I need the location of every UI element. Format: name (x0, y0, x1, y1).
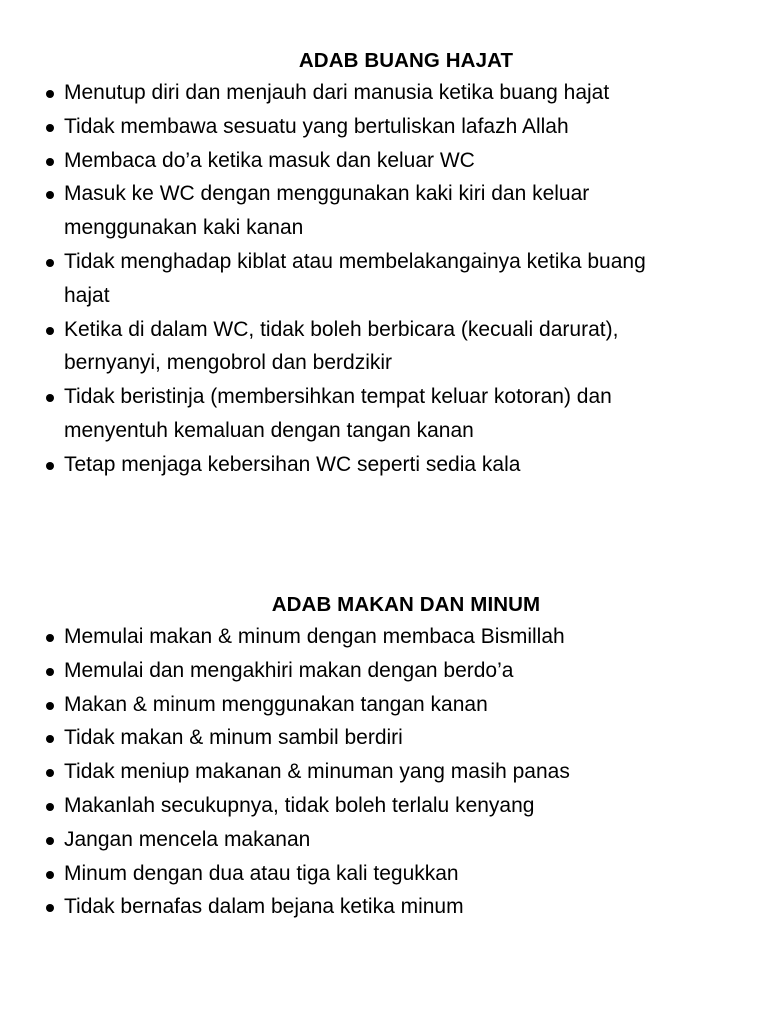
list-item (44, 380, 728, 448)
list-item-text: Tidak makan & minum sambil berdiri (64, 726, 403, 750)
bullet-icon (46, 462, 54, 470)
list-item-text: Tidak bernafas dalam bejana ketika minum (64, 895, 464, 919)
section-title: ADAB BUANG HAJAT (298, 49, 514, 72)
list-item-text: Tetap menjaga kebersihan WC seperti sedia kala (64, 452, 521, 476)
list-item-text-continued: hajat (64, 283, 110, 307)
list-item (44, 654, 728, 688)
bullet-list (44, 76, 728, 482)
list-item-text: Jangan mencela makanan (64, 827, 311, 851)
bullet-icon (46, 394, 54, 402)
bullet-icon (46, 803, 54, 811)
list-item (44, 177, 728, 245)
bullet-icon (46, 327, 54, 335)
list-item (44, 890, 728, 924)
list-item (44, 755, 728, 789)
list-item (44, 721, 728, 755)
list-item-text: Memulai dan mengakhiri makan dengan berdo’a (64, 658, 514, 682)
bullet-icon (46, 634, 54, 642)
bullet-icon (46, 702, 54, 710)
list-item-text: Masuk ke WC dengan menggunakan kaki kiri dan keluar (64, 182, 590, 206)
bullet-icon (46, 904, 54, 912)
list-item-text-continued: menyentuh kemaluan dengan tangan kanan (64, 418, 474, 442)
bullet-icon (46, 191, 54, 199)
list-item (44, 110, 728, 144)
list-item-text: Tidak membawa sesuatu yang bertuliskan lafazh Allah (64, 114, 569, 138)
list-item (44, 448, 728, 482)
bullet-icon (46, 837, 54, 845)
bullet-icon (46, 259, 54, 267)
bullet-icon (46, 124, 54, 132)
section-adab-buang-hajat (44, 46, 728, 482)
list-item (44, 857, 728, 891)
list-item-text-continued: menggunakan kaki kanan (64, 216, 304, 240)
list-item-text: Minum dengan dua atau tiga kali tegukkan (64, 861, 459, 885)
list-item-text: Memulai makan & minum dengan membaca Bismillah (64, 625, 565, 648)
section-adab-makan-dan-minum (44, 590, 728, 924)
list-item (44, 789, 728, 823)
list-item-text: Membaca do’a ketika masuk dan keluar WC (64, 148, 475, 172)
list-item-text: Tidak menghadap kiblat atau membelakangainya ketika buang (64, 249, 646, 273)
bullet-icon (46, 90, 54, 98)
list-item-text: Ketika di dalam WC, tidak boleh berbicara (kecuali darurat), (64, 317, 619, 341)
list-item-text: Tidak beristinja (membersihkan tempat keluar kotoran) dan (64, 385, 612, 409)
list-item-text: Tidak meniup makanan & minuman yang masih panas (64, 760, 570, 784)
list-item (44, 688, 728, 722)
list-item-text: Makan & minum menggunakan tangan kanan (64, 692, 488, 716)
bullet-icon (46, 158, 54, 166)
bullet-icon (46, 668, 54, 676)
list-item-text-continued: bernyanyi, mengobrol dan berdzikir (64, 351, 393, 375)
list-item (44, 144, 728, 178)
list-item-text: Menutup diri dan menjauh dari manusia ketika buang hajat (64, 81, 610, 104)
list-item-text: Makanlah secukupnya, tidak boleh terlalu kenyang (64, 793, 535, 817)
bullet-icon (46, 871, 54, 879)
list-item (44, 245, 728, 313)
bullet-list (44, 620, 728, 924)
section-title: ADAB MAKAN DAN MINUM (271, 593, 541, 616)
bullet-icon (46, 735, 54, 743)
list-item (44, 313, 728, 381)
bullet-icon (46, 769, 54, 777)
list-item (44, 76, 728, 110)
list-item (44, 823, 728, 857)
list-item (44, 620, 728, 654)
